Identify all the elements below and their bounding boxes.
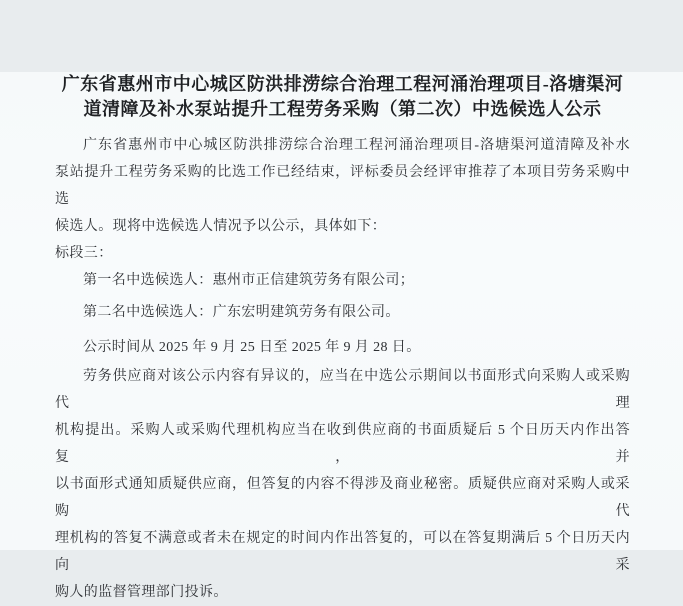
intro-line-1: 广东省惠州市中心城区防洪排涝综合治理工程河涌治理项目-洛塘渠河道清障及补水 <box>83 138 630 153</box>
objection-line-2: 机构提出。采购人或采购代理机构应当在收到供应商的书面质疑后 5 个日历天内作出答复，并 <box>55 423 630 465</box>
objection-line-3: 以书面形式通知质疑供应商，但答复的内容不得涉及商业秘密。质疑供应商对采购人或采购代 <box>55 477 630 519</box>
candidate-second: 第二名中选候选人：广东宏明建筑劳务有限公司。 <box>83 305 400 320</box>
section-label: 标段三： <box>55 246 113 261</box>
publicity-period: 公示时间从 2025 年 9 月 25 日至 2025 年 9 月 28 日。 <box>83 340 421 355</box>
intro-line-3: 候选人。现将中选候选人情况予以公示，具体如下： <box>55 219 387 234</box>
notice-title <box>55 72 630 122</box>
notice-document <box>0 72 683 606</box>
objection-line-4: 理机构的答复不满意或者未在规定的时间内作出答复的，可以在答复期满后 5 个日历天内向采 <box>55 531 630 573</box>
intro-paragraph <box>55 132 630 240</box>
notice-title-line-1: 广东省惠州市中心城区防洪排涝综合治理工程河涌治理项目-洛塘渠河 <box>61 74 624 94</box>
intro-line-2: 泵站提升工程劳务采购的比选工作已经结束，评标委员会经评审推荐了本项目劳务采购中选 <box>55 165 630 207</box>
objection-line-1: 劳务供应商对该公示内容有异议的，应当在中选公示期间以书面形式向采购人或采购代理 <box>55 369 630 411</box>
candidate-first: 第一名中选候选人：惠州市正信建筑劳务有限公司； <box>83 273 415 288</box>
notice-title-line-2: 道清障及补水泵站提升工程劳务采购（第二次）中选候选人公示 <box>83 99 602 119</box>
document-page <box>0 72 683 600</box>
objection-line-5: 购人的监督管理部门投诉。 <box>55 585 228 600</box>
objection-paragraph <box>55 363 630 606</box>
